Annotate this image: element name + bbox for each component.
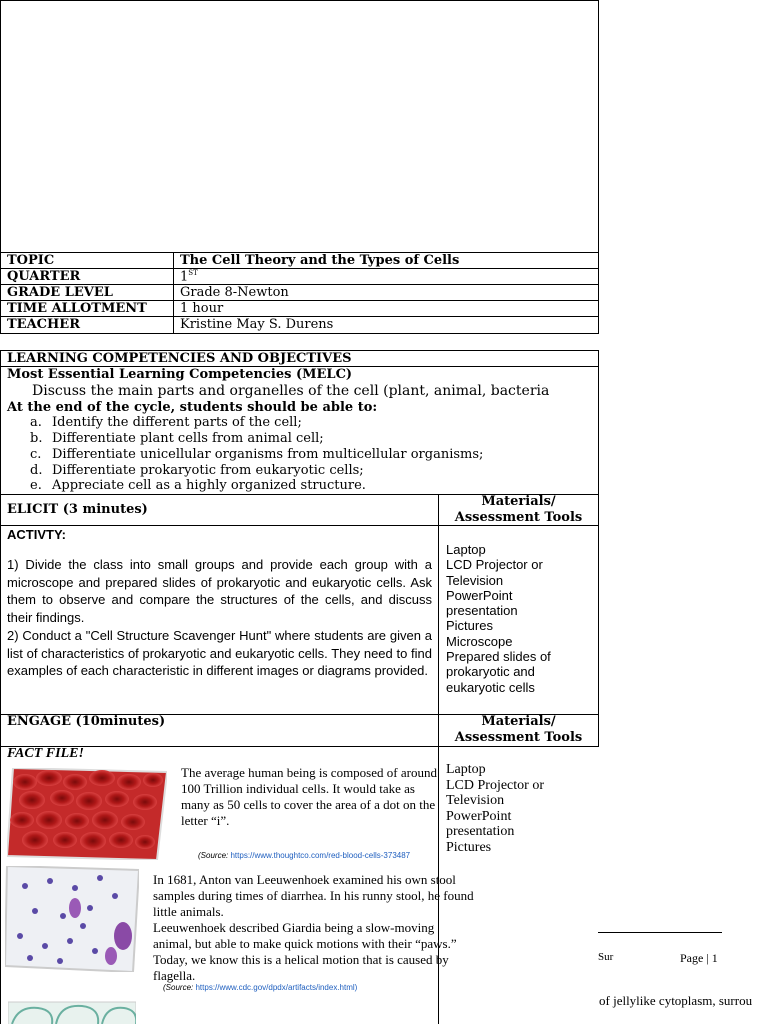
engage-heading: ENGAGE (10minutes) bbox=[7, 714, 166, 729]
objective-item: a. Identify the different parts of the cell; bbox=[30, 415, 302, 430]
objective-item: e. Appreciate cell as a highly organized structure. bbox=[30, 478, 366, 493]
red-blood-cells-image bbox=[7, 768, 167, 860]
activity-label: ACTIVTY: bbox=[7, 527, 66, 542]
source-1: (Source: https://www.thoughtco.com/red-blood-cells-373487 bbox=[198, 851, 411, 860]
activity-1: 1) Divide the class into small groups and provide each group with a microscope and prepared slides of prokaryotic and eukaryotic cells. Ask them to observe and compare the structures of the cells, and discuss their findings. bbox=[7, 557, 432, 625]
objective-item: c. Differentiate unicellular organisms from multicellular organisms; bbox=[30, 447, 484, 462]
time-allotment-label: TIME ALLOTMENT bbox=[7, 301, 147, 316]
material-item: Laptop bbox=[446, 542, 486, 557]
elicit-materials-list bbox=[446, 542, 551, 695]
engage-materials-list bbox=[446, 762, 544, 856]
competencies-heading: LEARNING COMPETENCIES AND OBJECTIVES bbox=[7, 351, 352, 366]
material-item: Television bbox=[446, 572, 504, 588]
material-item: prokaryotic and bbox=[446, 664, 535, 680]
topic-label: TOPIC bbox=[7, 253, 55, 268]
fact-file-label: FACT FILE! bbox=[7, 746, 84, 761]
melc-heading: Most Essential Learning Competencies (MELC) bbox=[7, 367, 353, 382]
fact-2b-text: Leeuwenhoek described Giardia being a slow-moving animal, but able to make quick motions with their “paws.” Today, we know this is a helical motion that is caused by flagella. bbox=[153, 920, 457, 983]
objectives-intro: At the end of the cycle, students should be able to: bbox=[7, 400, 378, 415]
elicit-materials-heading: Materials/ Assessment Tools bbox=[454, 494, 583, 525]
page-number: Page | 1 bbox=[680, 951, 718, 965]
next-page-text-fragment: of jellylike cytoplasm, surrou bbox=[599, 993, 753, 1008]
material-item: eukaryotic cells bbox=[446, 679, 535, 695]
source-1-link[interactable]: https://www.thoughtco.com/red-blood-cells-373487 bbox=[230, 851, 411, 860]
material-item: presentation bbox=[446, 603, 518, 619]
objective-item: b. Differentiate plant cells from animal cell; bbox=[30, 431, 324, 446]
elicit-heading: ELICIT (3 minutes) bbox=[7, 502, 148, 517]
material-item: PowerPoint bbox=[446, 587, 513, 603]
material-item: presentation bbox=[446, 824, 515, 840]
material-item: Microscope bbox=[446, 633, 513, 649]
melc-text: Discuss the main parts and organelles of the cell (plant, animal, bacteria bbox=[32, 383, 550, 399]
grade-level-label: GRADE LEVEL bbox=[7, 285, 113, 300]
time-allotment-value: 1 hour bbox=[180, 301, 224, 316]
plant-cells-image bbox=[8, 1000, 136, 1024]
quarter-value: 1ST bbox=[180, 269, 198, 285]
material-item: LCD Projector or bbox=[446, 777, 544, 793]
teacher-label: TEACHER bbox=[7, 317, 81, 332]
giardia-image bbox=[5, 866, 139, 972]
footer-fragment: Sur bbox=[598, 951, 614, 963]
material-item: PowerPoint bbox=[446, 808, 512, 824]
teacher-value: Kristine May S. Durens bbox=[180, 317, 334, 332]
topic-value: The Cell Theory and the Types of Cells bbox=[180, 253, 460, 268]
source-2-link[interactable]: https://www.cdc.gov/dpdx/artifacts/index.html) bbox=[195, 983, 358, 992]
source-2: (Source: https://www.cdc.gov/dpdx/artifacts/index.html) bbox=[163, 983, 358, 992]
fact-2a-text: In 1681, Anton van Leeuwenhoek examined his own stool samples during times of diarrhea. In his runny stool, he found little animals. bbox=[153, 872, 474, 919]
fact-1-text: The average human being is composed of around 100 Trillion individual cells. It would take as many as 50 cells to cover the area of a dot on the letter “i”. bbox=[181, 765, 437, 828]
material-item: Pictures bbox=[446, 839, 492, 855]
material-item: LCD Projector or bbox=[446, 557, 543, 573]
grade-level-value: Grade 8-Newton bbox=[180, 285, 289, 300]
engage-materials-heading: Materials/ Assessment Tools bbox=[454, 714, 583, 745]
material-item: Television bbox=[446, 793, 505, 809]
material-item: Prepared slides of bbox=[446, 649, 551, 665]
objective-item: d. Differentiate prokaryotic from eukaryotic cells; bbox=[30, 463, 364, 478]
material-item: Laptop bbox=[446, 762, 486, 777]
quarter-label: QUARTER bbox=[7, 269, 81, 284]
material-item: Pictures bbox=[446, 618, 493, 634]
activity-2: 2) Conduct a "Cell Structure Scavenger Hunt" where students are given a list of characteristics of prokaryotic and eukaryotic cells. They need to find examples of each characteristic in different images or diagrams provided. bbox=[7, 628, 432, 679]
